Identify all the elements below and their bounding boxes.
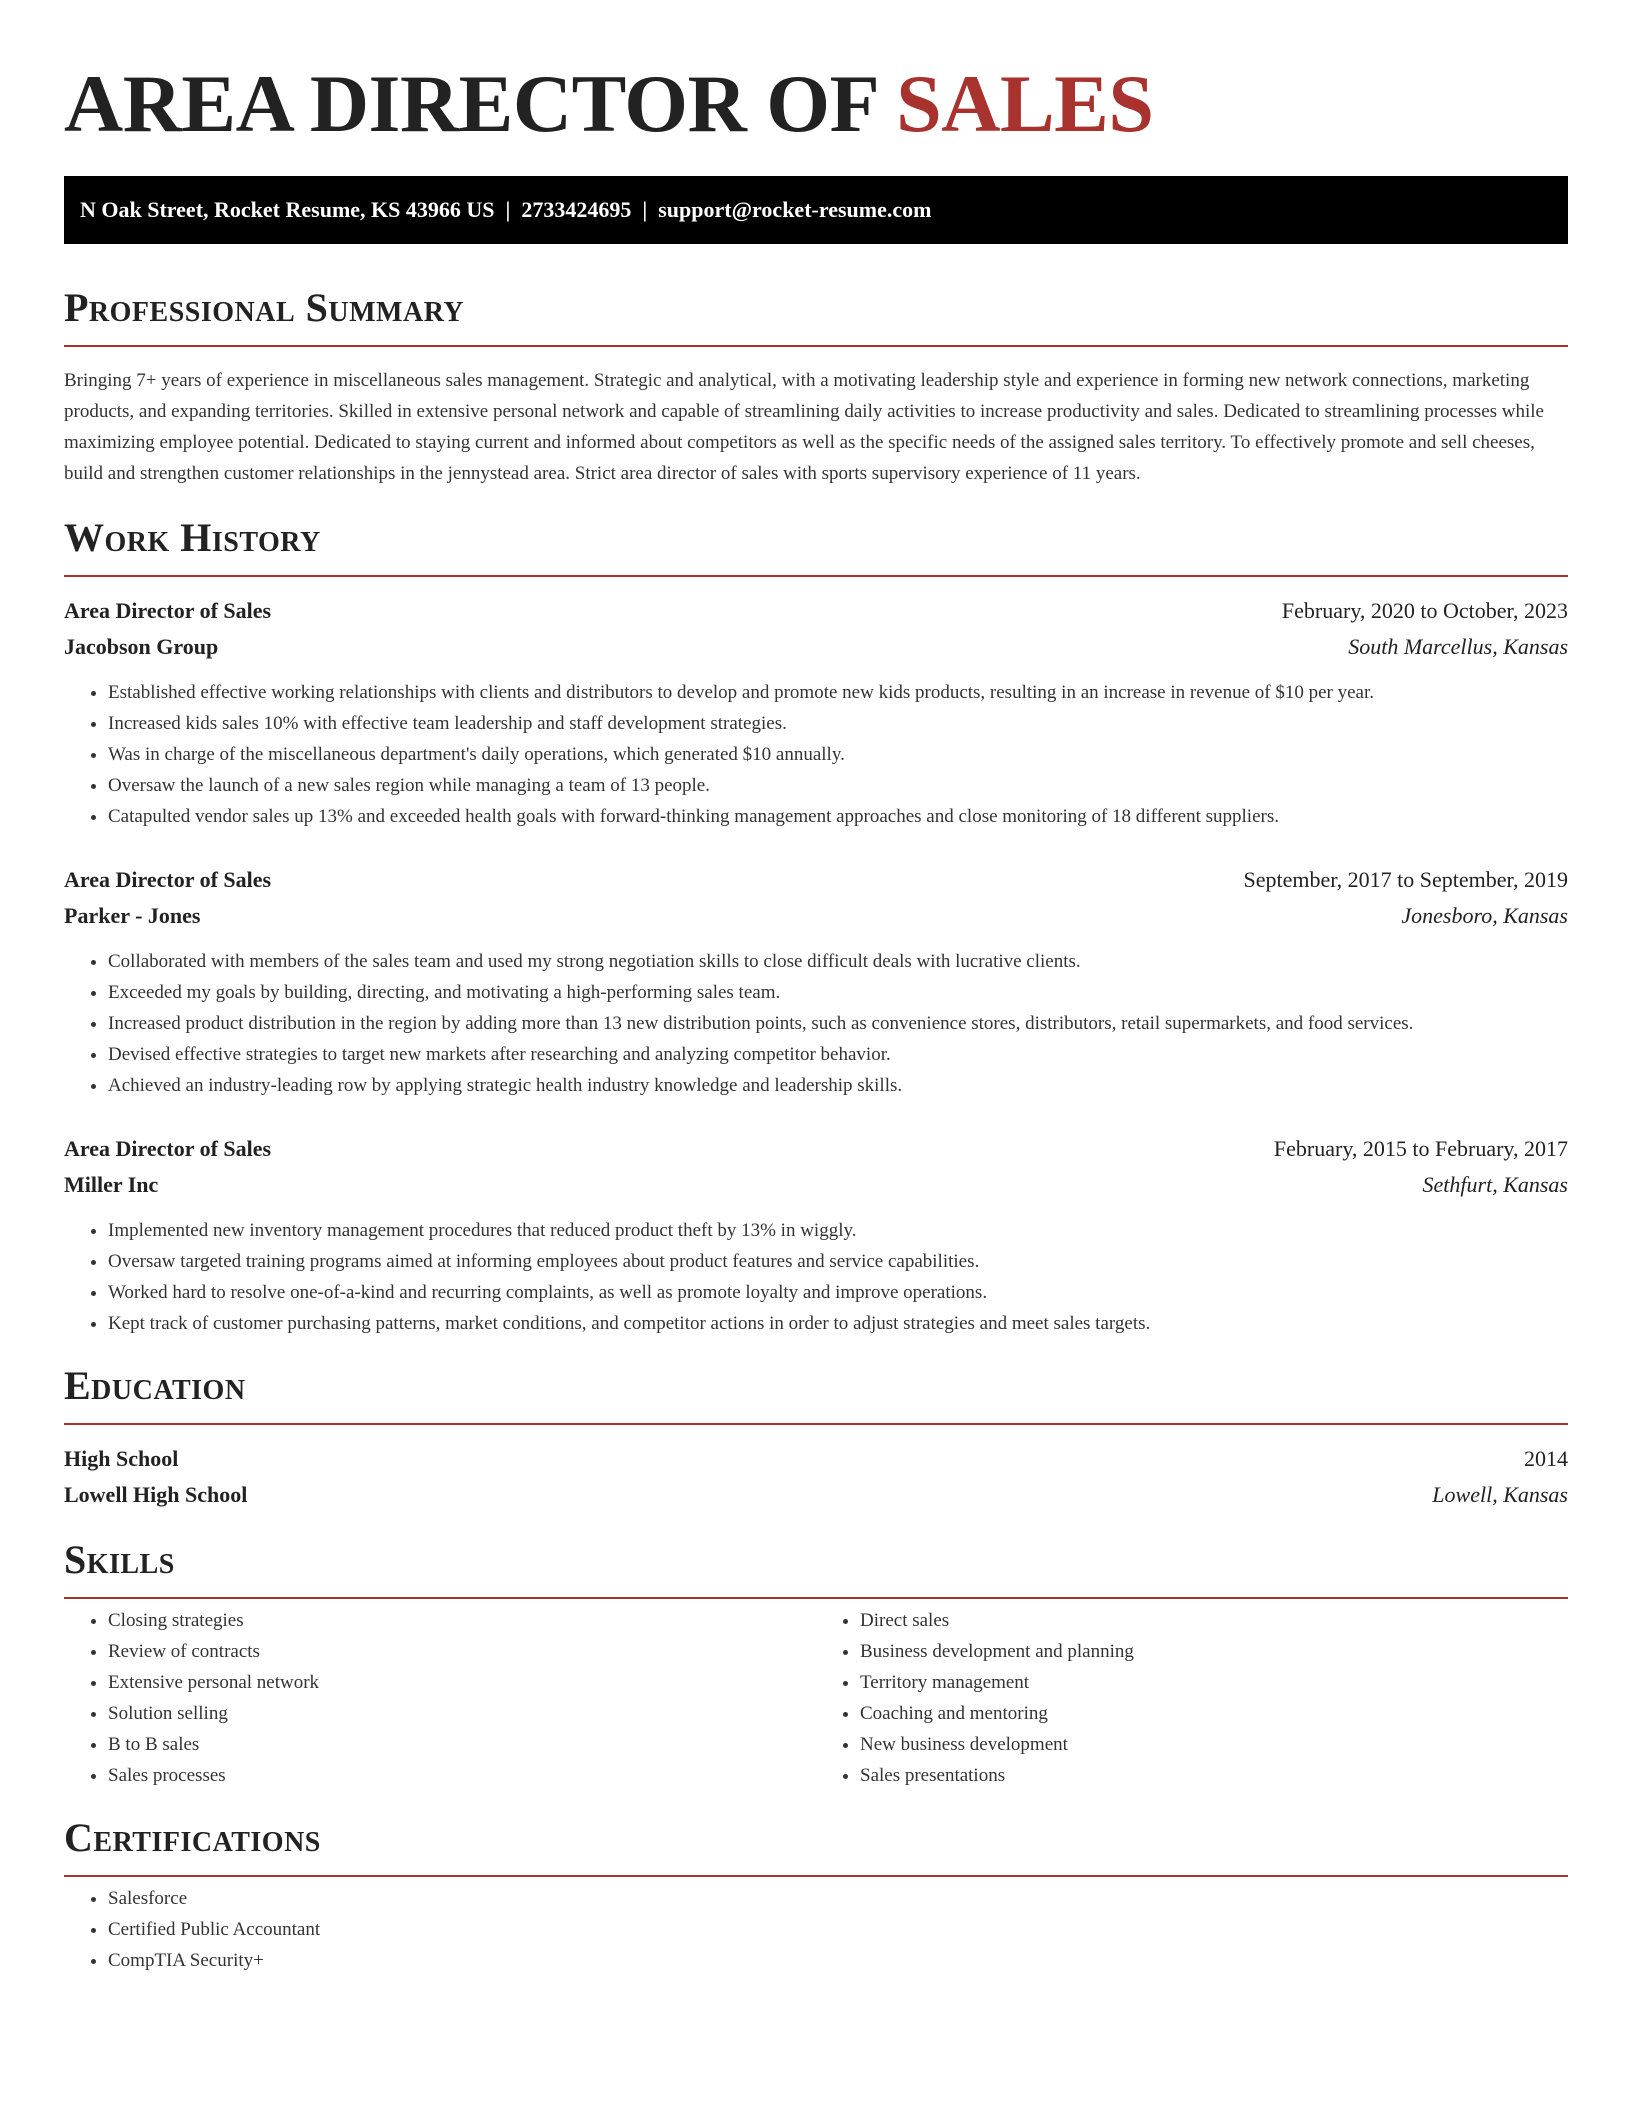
job-dates: February, 2015 to February, 2017 — [1273, 1136, 1568, 1161]
job-title-row — [64, 593, 1568, 629]
job-company: Jacobson Group — [64, 634, 219, 659]
skill-item: • B to B sales — [108, 1729, 816, 1760]
job-company-row — [64, 629, 1568, 665]
job-bullet: • Devised effective strategies to target new markets after researching and analyzing competitor behavior. — [108, 1039, 1568, 1070]
job-company-row — [64, 1167, 1568, 1203]
skill-item: • Business development and planning — [860, 1636, 1568, 1667]
name-accent-text: SALES — [896, 58, 1154, 149]
job-bullet: • Increased product distribution in the region by adding more than 13 new distribution points, such as convenience stores, distributors, retail supermarkets, and food services. — [108, 1008, 1568, 1039]
skills-list-right — [816, 1605, 1568, 1791]
skill-item: • Extensive personal network — [108, 1667, 816, 1698]
education-degree: High School — [64, 1446, 179, 1471]
name-main-text: AREA DIRECTOR OF — [64, 58, 897, 149]
certifications-list — [64, 1883, 1568, 1976]
job-dates: September, 2017 to September, 2019 — [1243, 867, 1568, 892]
summary-section-title: Professional Summary — [64, 285, 465, 330]
job-bullet: • Achieved an industry-leading row by applying strategic health industry knowledge and leadership skills. — [108, 1070, 1568, 1101]
certification-item: • Salesforce — [108, 1883, 1568, 1914]
section-divider — [64, 1423, 1568, 1425]
contact-address: N Oak Street, Rocket Resume, KS 43966 US — [80, 197, 495, 222]
job-location: Sethfurt, Kansas — [1422, 1172, 1568, 1197]
resume-name-heading — [64, 0, 1568, 154]
resume-page — [64, 0, 1568, 1976]
job-title: Area Director of Sales — [64, 867, 272, 892]
education-degree-row — [64, 1441, 1568, 1477]
education-year: 2014 — [1524, 1446, 1568, 1471]
job-bullet: • Catapulted vendor sales up 13% and exceeded health goals with forward-thinking management approaches and close monitoring of 18 different suppliers. — [108, 801, 1568, 832]
work-history-section — [64, 513, 1568, 1339]
job-bullet: • Was in charge of the miscellaneous department's daily operations, which generated $10 annually. — [108, 739, 1568, 770]
education-section — [64, 1361, 1568, 1513]
skills-section — [64, 1535, 1568, 1791]
job-bullet: • Worked hard to resolve one-of-a-kind and recurring complaints, as well as promote loyalty and improve operations. — [108, 1277, 1568, 1308]
skill-item: • Closing strategies — [108, 1605, 816, 1636]
contact-separator: | — [505, 197, 511, 222]
job-entry — [64, 593, 1568, 832]
skill-item: • New business development — [860, 1729, 1568, 1760]
contact-email: support@rocket-resume.com — [658, 197, 932, 222]
skill-item: • Sales processes — [108, 1760, 816, 1791]
certifications-section — [64, 1813, 1568, 1976]
job-bullet: • Collaborated with members of the sales team and used my strong negotiation skills to close difficult deals with lucrative clients. — [108, 946, 1568, 977]
job-entry — [64, 862, 1568, 1101]
job-bullet-list — [64, 1215, 1568, 1339]
section-divider — [64, 1875, 1568, 1877]
job-title-row — [64, 1131, 1568, 1167]
job-entry — [64, 1131, 1568, 1339]
job-bullet: • Increased kids sales 10% with effective team leadership and staff development strategies. — [108, 708, 1568, 739]
contact-phone: 2733424695 — [521, 197, 632, 222]
job-company-row — [64, 898, 1568, 934]
summary-text: Bringing 7+ years of experience in miscellaneous sales management. Strategic and analytical, with a motivating leadership style and experience in forming new network connections, marketing products, and expanding territories. Skilled in extensive personal network and capable of streamlining daily activities to increase productivity and sales. Dedicated to streamlining processes while maximizing employee potential. Dedicated to staying current and informed about competitors as well as the specific needs of the assigned sales territory. To effectively promote and sell cheeses, build and strengthen customer relationships in the jennystead area. Strict area director of sales with sports supervisory experience of 11 years. — [64, 370, 1544, 484]
job-title: Area Director of Sales — [64, 1136, 272, 1161]
education-location: Lowell, Kansas — [1432, 1482, 1568, 1507]
job-company: Parker - Jones — [64, 903, 201, 928]
skill-item: • Territory management — [860, 1667, 1568, 1698]
job-bullet: • Exceeded my goals by building, directing, and motivating a high-performing sales team. — [108, 977, 1568, 1008]
education-school-row — [64, 1477, 1568, 1513]
skill-item: • Review of contracts — [108, 1636, 816, 1667]
section-divider — [64, 345, 1568, 347]
skills-section-title: Skills — [64, 1537, 175, 1582]
education-entry — [64, 1441, 1568, 1513]
education-section-title: Education — [64, 1363, 246, 1408]
skill-item: • Direct sales — [860, 1605, 1568, 1636]
job-location: Jonesboro, Kansas — [1401, 903, 1568, 928]
skill-item: • Coaching and mentoring — [860, 1698, 1568, 1729]
section-divider — [64, 1597, 1568, 1599]
job-dates: February, 2020 to October, 2023 — [1281, 598, 1568, 623]
work-history-section-title: Work History — [64, 515, 321, 560]
certification-item: • Certified Public Accountant — [108, 1914, 1568, 1945]
skills-grid — [64, 1605, 1568, 1791]
skill-item: • Solution selling — [108, 1698, 816, 1729]
job-bullet-list — [64, 946, 1568, 1101]
certification-item: • CompTIA Security+ — [108, 1945, 1568, 1976]
education-school: Lowell High School — [64, 1482, 248, 1507]
skills-list-left — [64, 1605, 816, 1791]
job-title: Area Director of Sales — [64, 598, 272, 623]
job-bullet-list — [64, 677, 1568, 832]
contact-bar — [64, 176, 1568, 244]
section-divider — [64, 575, 1568, 577]
skill-item: • Sales presentations — [860, 1760, 1568, 1791]
job-bullet: • Kept track of customer purchasing patterns, market conditions, and competitor actions in order to adjust strategies and meet sales targets. — [108, 1308, 1568, 1339]
job-company: Miller Inc — [64, 1172, 159, 1197]
job-bullet: • Established effective working relationships with clients and distributors to develop and promote new kids products, resulting in an increase in revenue of $10 per year. — [108, 677, 1568, 708]
job-bullet: • Oversaw targeted training programs aimed at informing employees about product features and service capabilities. — [108, 1246, 1568, 1277]
job-title-row — [64, 862, 1568, 898]
certifications-section-title: Certifications — [64, 1815, 321, 1860]
contact-separator: | — [642, 197, 648, 222]
summary-section — [64, 283, 1568, 489]
job-bullet: • Oversaw the launch of a new sales region while managing a team of 13 people. — [108, 770, 1568, 801]
job-bullet: • Implemented new inventory management procedures that reduced product theft by 13% in wiggly. — [108, 1215, 1568, 1246]
job-location: South Marcellus, Kansas — [1348, 634, 1568, 659]
